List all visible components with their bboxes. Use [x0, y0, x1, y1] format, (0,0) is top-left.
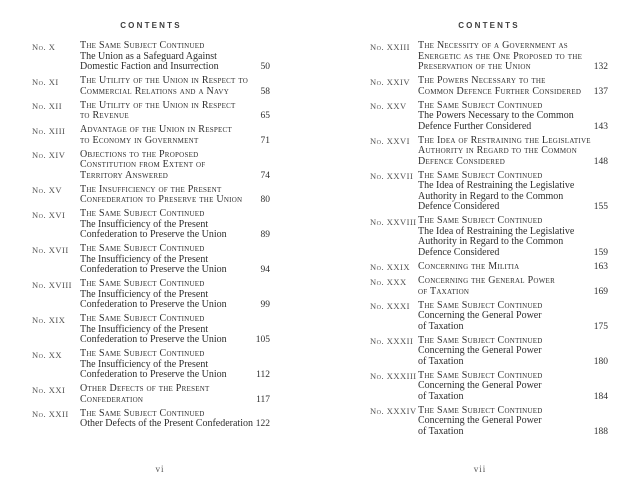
entry-page-number: 155	[593, 202, 608, 212]
toc-entry	[370, 301, 608, 333]
entry-number: No. XXVI	[370, 136, 410, 146]
entry-title-line: Concerning the General Power	[418, 380, 542, 391]
toc-entry	[32, 349, 270, 381]
toc-entry	[370, 76, 608, 97]
entry-title-line: to Economy in Government	[80, 134, 199, 146]
entry-title-line: Territory Answered	[80, 169, 169, 181]
entry-title	[418, 41, 608, 73]
page-right	[320, 0, 640, 487]
entry-title-line: Commercial Relations and a Navy	[80, 85, 230, 97]
entry-title-line: Constitution from Extent of	[80, 159, 206, 170]
toc-entries	[370, 41, 608, 437]
toc-entry	[32, 150, 270, 182]
entry-title-line: of Taxation	[418, 320, 464, 332]
entry-number: No. XVII	[32, 244, 69, 255]
toc-entry	[370, 41, 608, 73]
toc-entry	[32, 125, 270, 146]
entry-page-number: 143	[593, 121, 608, 132]
entry-title-line: The Powers Necessary to the	[418, 75, 546, 86]
entry-title	[418, 406, 608, 438]
entry-title-line: of Taxation	[418, 390, 464, 402]
entry-title	[418, 371, 608, 403]
entry-title-line: Concerning the General Power	[418, 310, 542, 321]
entry-title-line: The Necessity of a Government as	[418, 40, 568, 51]
entry-number: No. XXVII	[370, 171, 414, 181]
entry-title-line: The Same Subject Continued	[80, 278, 205, 289]
entry-title-line: The Union as a Safeguard Against	[80, 50, 217, 62]
entry-number: No. XXXI	[370, 301, 410, 311]
entry-title	[80, 150, 270, 182]
entry-page-number: 105	[255, 335, 270, 345]
entry-number: No. XII	[32, 101, 63, 111]
toc-entry	[370, 371, 608, 403]
entry-title-line: Confederation to Preserve the Union	[80, 194, 243, 205]
entry-page-number: 148	[593, 156, 608, 167]
entry-title	[418, 216, 608, 258]
entry-page-number: 74	[260, 170, 270, 181]
entry-title-line: The Same Subject Continued	[80, 313, 205, 324]
entry-page-number: 169	[593, 286, 608, 297]
entry-title-line: Confederation to Preserve the Union	[80, 334, 227, 345]
entry-title-line: The Same Subject Continued	[80, 407, 205, 419]
entry-title	[80, 185, 270, 206]
entry-page-number: 112	[256, 370, 270, 380]
entry-title-line: Defence Considered	[418, 246, 500, 258]
page-heading: CONTENTS	[120, 21, 182, 30]
entry-page-number: 89	[260, 230, 270, 240]
entry-title-line: The Insufficiency of the Present	[80, 218, 209, 230]
toc-entry	[32, 409, 270, 430]
entry-number: No. XIX	[32, 314, 66, 325]
entry-title	[80, 244, 270, 276]
entry-page-number: 65	[260, 111, 270, 121]
entry-title	[80, 384, 270, 405]
entry-number: No. X	[32, 41, 56, 52]
entry-title-line: The Same Subject Continued	[418, 369, 543, 381]
entry-page-number: 50	[260, 62, 270, 72]
entry-title-line: Concerning the General Power	[418, 345, 542, 356]
entry-number: No. XXI	[32, 384, 66, 395]
entry-number: No. XX	[32, 349, 62, 360]
entry-page-number: 180	[593, 356, 608, 367]
entry-title	[80, 279, 270, 311]
entry-page-number: 137	[593, 86, 608, 97]
entry-page-number: 184	[593, 391, 608, 402]
entry-page-number: 99	[260, 300, 270, 310]
entry-title-line: Domestic Faction and Insurrection	[80, 61, 219, 72]
entry-title-line: of Taxation	[418, 285, 470, 297]
toc-entry	[32, 244, 270, 276]
entry-title-line: The Same Subject Continued	[418, 404, 543, 416]
toc-entry	[370, 216, 608, 258]
entry-title	[418, 171, 608, 213]
entry-title-line: Advantage of the Union in Respect	[80, 124, 233, 135]
entry-title-line: The Same Subject Continued	[418, 334, 543, 346]
entry-title	[418, 336, 608, 368]
entry-title-line: Authority in Regard to the Common	[418, 236, 564, 247]
entry-title-line: The Insufficiency of the Present	[80, 183, 222, 195]
entry-page-number: 163	[593, 262, 608, 272]
toc-entry	[32, 76, 270, 97]
entry-title-line: Authority in Regard to the Common	[418, 190, 564, 202]
toc-entry	[32, 384, 270, 405]
entry-title-line: Objections to the Proposed	[80, 148, 199, 160]
entry-title-line: The Same Subject Continued	[418, 169, 543, 181]
entry-number: No. XXXIII	[370, 371, 417, 381]
toc-entry	[370, 101, 608, 133]
entry-title-line: The Idea of Restraining the Legislative	[418, 134, 591, 146]
entry-number: No. XXXIV	[370, 406, 417, 416]
entry-title	[80, 76, 270, 97]
entry-title-line: Concerning the Militia	[418, 260, 520, 272]
entry-number: No. XXV	[370, 101, 407, 111]
entry-page-number: 94	[260, 265, 270, 275]
entry-title-line: Preservation of the Union	[418, 61, 531, 72]
entry-title-line: The Same Subject Continued	[80, 348, 205, 359]
entry-title-line: Other Defects of the Present	[80, 383, 210, 394]
entry-title	[80, 409, 270, 430]
toc-entry	[32, 209, 270, 241]
entry-title-line: Energetic as the One Proposed to the	[418, 50, 583, 62]
entry-number: No. XXII	[32, 409, 69, 419]
entry-page-number: 132	[593, 62, 608, 72]
entry-title-line: The Utility of the Union in Respect	[80, 99, 236, 111]
entry-title-line: Defence Further Considered	[418, 120, 532, 132]
entry-page-number: 58	[260, 86, 270, 97]
entry-title-line: Other Defects of the Present Confederation	[80, 418, 253, 429]
entry-title	[418, 301, 608, 333]
entry-number: No. XIV	[32, 150, 66, 160]
entry-number: No. XXIX	[370, 262, 410, 272]
entry-title-line: The Same Subject Continued	[80, 243, 205, 254]
entry-title	[80, 209, 270, 241]
toc-entry	[32, 279, 270, 311]
entry-number: No. XXXII	[370, 336, 414, 346]
entry-title-line: Confederation	[80, 393, 144, 405]
entry-title-line: Confederation to Preserve the Union	[80, 369, 227, 380]
entry-page-number: 71	[260, 135, 270, 146]
entry-number: No. XI	[32, 76, 59, 87]
entry-title-line: Concerning the General Power	[418, 415, 542, 426]
entry-title-line: Confederation to Preserve the Union	[80, 264, 227, 275]
entry-number: No. XVIII	[32, 279, 72, 290]
entry-title-line: Defence Considered	[418, 201, 500, 212]
entry-title-line: The Utility of the Union in Respect to	[80, 75, 249, 86]
entry-title-line: Common Defence Further Considered	[418, 85, 582, 97]
entry-title-line: The Same Subject Continued	[418, 99, 543, 111]
entry-title-line: The Same Subject Continued	[80, 208, 205, 219]
entry-title	[418, 262, 608, 273]
toc-entry	[32, 101, 270, 122]
entry-title-line: The Idea of Restraining the Legislative	[418, 180, 575, 191]
entry-title	[418, 101, 608, 133]
entry-title-line: Defence Considered	[418, 155, 506, 167]
entry-title-line: of Taxation	[418, 355, 464, 367]
toc-entry	[370, 171, 608, 213]
toc-entry	[32, 41, 270, 73]
toc-entry	[370, 276, 608, 297]
entry-title-line: The Same Subject Continued	[418, 299, 543, 311]
entry-title-line: The Idea of Restraining the Legislative	[418, 225, 575, 237]
entry-title-line: The Same Subject Continued	[80, 40, 205, 51]
entry-page-number: 117	[256, 394, 270, 405]
entry-number: No. XIII	[32, 125, 66, 136]
entry-title-line: Concerning the General Power	[418, 275, 555, 286]
entry-title-line: The Insufficiency of the Present	[80, 253, 209, 265]
toc-entries	[32, 41, 270, 430]
entry-title	[80, 349, 270, 381]
entry-title	[418, 76, 608, 97]
entry-title-line: The Same Subject Continued	[418, 215, 543, 226]
entry-title	[80, 41, 270, 73]
entry-page-number: 159	[593, 247, 608, 258]
entry-title-line: Authority in Regard to the Common	[418, 145, 578, 156]
entry-page-number: 175	[593, 321, 608, 332]
page-folio: vi	[155, 464, 165, 474]
toc-entry	[32, 185, 270, 206]
entry-number: No. XXIV	[370, 76, 410, 87]
entry-title	[80, 101, 270, 122]
entry-title	[80, 125, 270, 146]
page-folio: vii	[473, 464, 487, 474]
entry-title-line: The Insufficiency of the Present	[80, 288, 209, 300]
entry-title-line: of Taxation	[418, 425, 464, 437]
entry-number: No. XVI	[32, 209, 66, 220]
toc-entry	[370, 406, 608, 438]
entry-title	[80, 314, 270, 346]
entry-page-number: 188	[593, 426, 608, 437]
entry-page-number: 122	[255, 419, 270, 429]
entry-number: No. XV	[32, 185, 62, 195]
toc-entry	[370, 336, 608, 368]
entry-title-line: to Revenue	[80, 110, 129, 121]
entry-title-line: The Insufficiency of the Present	[80, 323, 209, 335]
toc-entry	[32, 314, 270, 346]
entry-title	[418, 276, 608, 297]
entry-title-line: Confederation to Preserve the Union	[80, 299, 227, 310]
entry-page-number: 80	[260, 195, 270, 205]
entry-title-line: The Insufficiency of the Present	[80, 358, 209, 370]
entry-number: No. XXIII	[370, 41, 410, 52]
page-heading: CONTENTS	[458, 21, 520, 30]
entry-title-line: The Powers Necessary to the Common	[418, 110, 574, 121]
entry-title	[418, 136, 608, 168]
entry-title-line: Confederation to Preserve the Union	[80, 229, 227, 240]
entry-number: No. XXVIII	[370, 216, 417, 227]
toc-entry	[370, 262, 608, 273]
toc-entry	[370, 136, 608, 168]
entry-number: No. XXX	[370, 276, 407, 287]
